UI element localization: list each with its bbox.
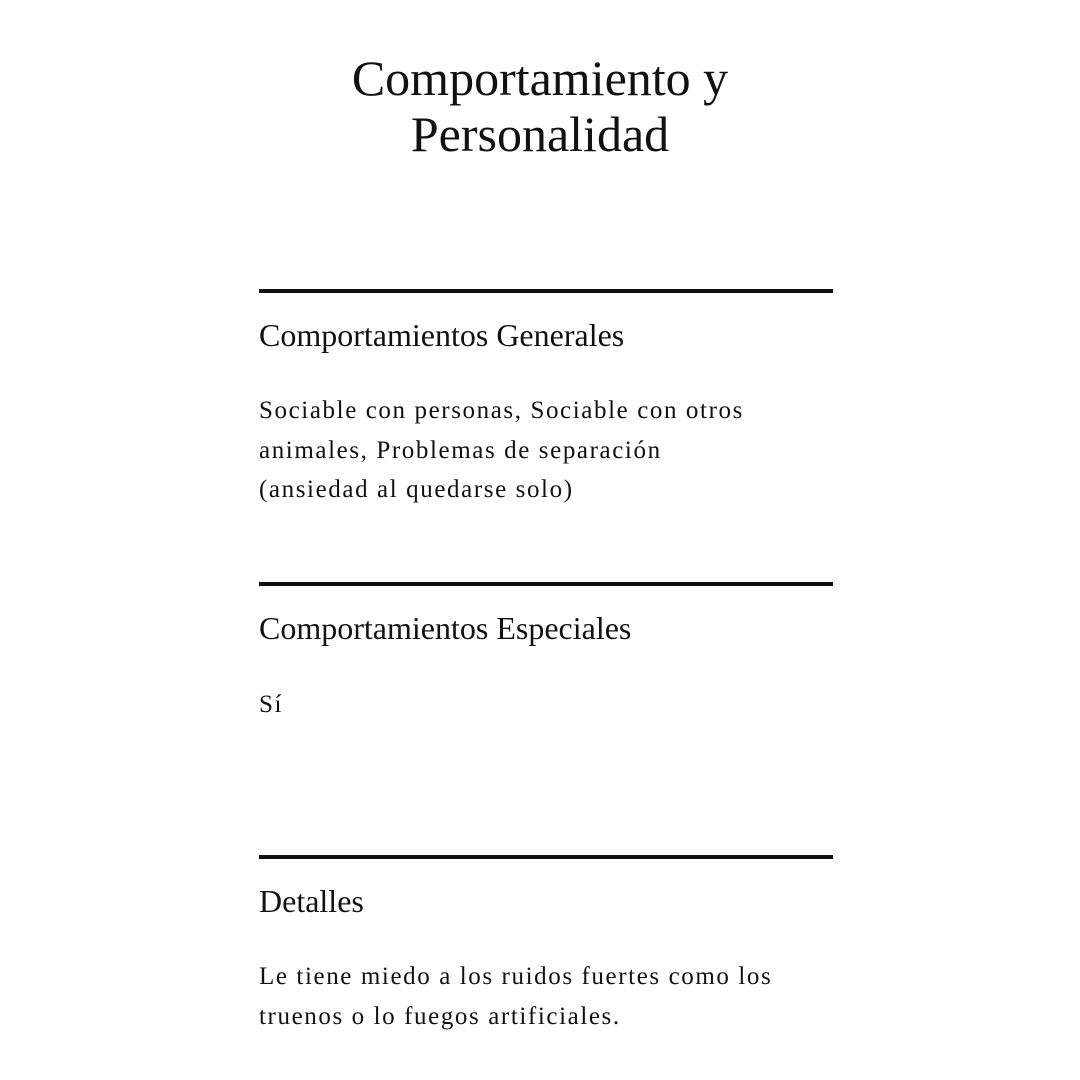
body-line: (ansiedad al quedarse solo) (259, 476, 574, 503)
body-line: truenos o lo fuegos artificiales. (259, 1002, 621, 1030)
section-heading-detalles: Detalles (259, 883, 364, 919)
section-heading-comportamientos-especiales: Comportamientos Especiales (259, 610, 632, 646)
body-line: Sí (259, 691, 284, 718)
section-heading-comportamientos-generales: Comportamientos Generales (259, 317, 625, 353)
page-title-line-1: Comportamiento y (351, 50, 729, 106)
body-line: Le tiene miedo a los ruidos fuertes como los (259, 963, 773, 990)
section-divider (259, 289, 833, 293)
section-body-comportamientos-generales (259, 391, 839, 510)
section-divider (259, 855, 833, 859)
page-title (0, 50, 1080, 162)
page-title-line-2: Personalidad (410, 106, 670, 162)
body-line: animales, Problemas de separación (259, 436, 662, 464)
body-line: Sociable con personas, Sociable con otros (259, 397, 744, 424)
section-divider (259, 582, 833, 586)
section-body-comportamientos-especiales (259, 685, 839, 725)
section-body-detalles (259, 957, 839, 1036)
